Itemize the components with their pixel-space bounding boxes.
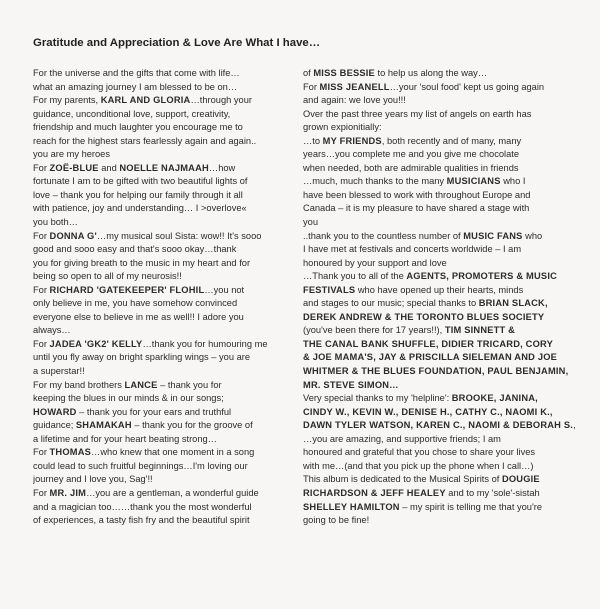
name-highlight: MR. JIM bbox=[49, 487, 87, 498]
text-segment: you both… bbox=[33, 217, 78, 228]
text-segment: I have met at festivals and concerts worldwide – I am bbox=[303, 244, 522, 255]
text-line bbox=[303, 324, 581, 338]
text-line bbox=[33, 257, 295, 271]
text-segment: – thank you for bbox=[157, 379, 222, 390]
text-line bbox=[303, 433, 581, 447]
text-segment: always… bbox=[33, 325, 71, 336]
text-segment: ..thank you to the countless number of bbox=[303, 230, 464, 241]
text-segment: honoured and grateful that you chose to share your lives bbox=[303, 447, 536, 458]
text-line bbox=[33, 460, 295, 474]
text-segment: could lead to such fruitful beginnings…I'm loving our bbox=[33, 460, 248, 471]
text-segment: a superstar!! bbox=[33, 366, 85, 377]
text-segment: – thank you for your ears and truthful bbox=[76, 406, 232, 417]
name-highlight: AGENTS, PROMOTERS & MUSIC bbox=[406, 271, 558, 282]
name-highlight: JADEA 'GK2' KELLY bbox=[49, 338, 143, 349]
name-highlight: & JOE MAMA'S, JAY & PRISCILLA SIELEMAN AND JOE bbox=[303, 352, 558, 363]
text-line bbox=[303, 311, 581, 325]
name-highlight: BRIAN SLACK, bbox=[478, 298, 548, 309]
text-segment: you are my heroes bbox=[33, 149, 110, 160]
text-line bbox=[33, 243, 295, 257]
name-highlight: FESTIVALS bbox=[303, 284, 356, 295]
name-highlight: DONNA G' bbox=[49, 230, 97, 241]
text-line bbox=[303, 487, 581, 501]
text-segment: For my parents, bbox=[33, 95, 101, 106]
text-line bbox=[303, 473, 581, 487]
text-line bbox=[303, 406, 581, 420]
text-segment: For bbox=[33, 447, 50, 458]
text-segment: years…you complete me and you give me chocolate bbox=[303, 149, 520, 160]
text-line bbox=[33, 338, 295, 352]
text-line bbox=[303, 135, 581, 149]
text-segment: friendship and much laughter you encourage me to bbox=[33, 122, 243, 133]
text-segment: – my spirit is telling me that you're bbox=[399, 501, 543, 512]
text-line bbox=[33, 230, 295, 244]
text-line bbox=[303, 501, 581, 515]
text-line bbox=[33, 311, 295, 325]
text-segment: For bbox=[33, 487, 50, 498]
text-segment: Very special thanks to my 'helpline': bbox=[303, 393, 452, 404]
text-line bbox=[33, 297, 295, 311]
text-line bbox=[33, 81, 295, 95]
text-line bbox=[303, 419, 581, 433]
name-highlight: TIM SINNETT & bbox=[444, 325, 516, 336]
text-line bbox=[303, 351, 581, 365]
text-segment: …your 'soul food' kept us going again bbox=[389, 81, 545, 92]
text-line bbox=[33, 148, 295, 162]
text-line bbox=[33, 379, 295, 393]
text-segment: …thank you for humouring me bbox=[142, 338, 268, 349]
text-line bbox=[33, 175, 295, 189]
text-segment: Canada – it is my pleasure to have shared a stage with bbox=[303, 203, 530, 214]
page-title: Gratitude and Appreciation & Love Are What I have… bbox=[33, 37, 321, 49]
text-line bbox=[33, 487, 295, 501]
text-segment: love – thank you for helping our family through it all bbox=[33, 189, 243, 200]
text-segment: and stages to our music; special thanks to bbox=[303, 298, 479, 309]
text-segment: and to my 'sole'-sistah bbox=[445, 487, 540, 498]
text-segment: For bbox=[303, 81, 320, 92]
text-segment: grown expionitially: bbox=[303, 122, 382, 133]
name-highlight: SHELLEY HAMILTON bbox=[303, 501, 400, 512]
text-line bbox=[33, 365, 295, 379]
text-line bbox=[33, 108, 295, 122]
text-line bbox=[33, 216, 295, 230]
text-line bbox=[33, 446, 295, 460]
text-segment: (you've been there for 17 years!!), bbox=[303, 325, 445, 336]
name-highlight: MY FRIENDS bbox=[322, 135, 382, 146]
name-highlight: MISS JEANELL bbox=[319, 81, 390, 92]
text-segment: Over the past three years my list of angels on earth has bbox=[303, 108, 532, 119]
text-segment: …who knew that one moment in a song bbox=[91, 447, 255, 458]
text-line bbox=[33, 94, 295, 108]
text-line bbox=[303, 243, 581, 257]
text-segment: For the universe and the gifts that come with life… bbox=[33, 68, 240, 78]
text-segment: journey and I love you, Sag'!! bbox=[33, 474, 153, 485]
text-line bbox=[33, 189, 295, 203]
text-segment: who I bbox=[500, 176, 526, 187]
text-segment: keeping the blues in our minds & in our songs; bbox=[33, 393, 224, 404]
text-segment: For bbox=[33, 230, 50, 241]
text-segment: , both recently and of many, many bbox=[381, 135, 522, 146]
text-line bbox=[303, 202, 581, 216]
name-highlight: RICHARD 'GATEKEEPER' FLOHIL bbox=[49, 284, 205, 295]
text-line bbox=[33, 473, 295, 487]
text-line bbox=[303, 216, 581, 230]
text-segment: reach for the highest stars fearlessly again and again.. bbox=[33, 135, 257, 146]
text-segment: For bbox=[33, 338, 50, 349]
text-segment: when needed, both are admirable qualities in friends bbox=[303, 162, 519, 173]
text-line bbox=[303, 108, 581, 122]
text-segment: who have opened up their hearts, minds bbox=[355, 284, 524, 295]
text-line bbox=[303, 446, 581, 460]
text-segment: have been blessed to work with throughout Europe and bbox=[303, 189, 531, 200]
text-line bbox=[303, 81, 581, 95]
text-line bbox=[303, 460, 581, 474]
text-segment: For bbox=[33, 284, 50, 295]
name-highlight: HOWARD bbox=[33, 406, 77, 417]
name-highlight: SHAMAKAH bbox=[75, 420, 132, 431]
name-highlight: THE CANAL BANK SHUFFLE, DIDIER TRICARD, CORY bbox=[303, 338, 554, 349]
text-segment: everyone else to believe in me as well!! I adore you bbox=[33, 311, 244, 322]
name-highlight: MUSICIANS bbox=[446, 176, 501, 187]
text-segment: …how bbox=[208, 162, 236, 173]
name-highlight: MR. STEVE SIMON… bbox=[303, 379, 399, 390]
text-segment: …through your bbox=[190, 95, 252, 106]
text-line bbox=[33, 419, 295, 433]
name-highlight: MUSIC FANS bbox=[463, 230, 523, 241]
text-line bbox=[33, 270, 295, 284]
text-segment: what an amazing journey I am blessed to be on… bbox=[33, 81, 238, 92]
text-line bbox=[33, 162, 295, 176]
text-segment: with patience, joy and understanding… I >overlove« bbox=[33, 203, 247, 214]
text-segment: you bbox=[303, 217, 318, 228]
text-segment: – thank you for the groove of bbox=[131, 420, 253, 431]
text-segment: good and sooo easy and that's sooo okay…thank bbox=[33, 244, 237, 255]
text-line bbox=[33, 392, 295, 406]
name-highlight: ZOË-BLUE bbox=[49, 162, 99, 173]
text-line bbox=[303, 175, 581, 189]
right-column bbox=[303, 67, 581, 528]
text-segment: …my musical soul Sista: wow!! It's sooo bbox=[96, 230, 262, 241]
text-line bbox=[303, 379, 581, 393]
text-line bbox=[33, 324, 295, 338]
text-segment: going to be fine! bbox=[303, 515, 370, 526]
text-segment: of bbox=[303, 68, 314, 78]
name-highlight: LANCE bbox=[124, 379, 158, 390]
text-segment: who bbox=[522, 230, 543, 241]
text-segment: …Thank you to all of the bbox=[303, 271, 407, 282]
text-line bbox=[303, 514, 581, 528]
text-line bbox=[33, 433, 295, 447]
text-segment: of experiences, a tasty fish fry and the beautiful spirit bbox=[33, 515, 250, 526]
text-line bbox=[33, 284, 295, 298]
text-line bbox=[303, 338, 581, 352]
text-line bbox=[303, 67, 581, 81]
text-line bbox=[33, 406, 295, 420]
text-segment: …much, much thanks to the many bbox=[303, 176, 447, 187]
name-highlight: DAWN TYLER WATSON, KAREN C., NAOMI & DEBORAH S. bbox=[303, 420, 574, 431]
text-line bbox=[303, 189, 581, 203]
text-segment: with me…(and that you pick up the phone when I call…) bbox=[303, 460, 534, 471]
text-line bbox=[303, 121, 581, 135]
text-segment: until you fly away on bright sparkling wings – you are bbox=[33, 352, 251, 363]
text-segment: you for giving breath to the music in my heart and for bbox=[33, 257, 251, 268]
text-line bbox=[33, 202, 295, 216]
text-line bbox=[303, 297, 581, 311]
text-segment: being so open to all of my neurosis!! bbox=[33, 271, 182, 282]
text-line bbox=[303, 94, 581, 108]
text-segment: guidance; bbox=[33, 420, 76, 431]
text-line bbox=[303, 162, 581, 176]
left-column bbox=[33, 67, 295, 528]
text-segment: …to bbox=[303, 135, 323, 146]
text-segment: guidance, unconditional love, support, creativity, bbox=[33, 108, 231, 119]
name-highlight: RICHARDSON & JEFF HEALEY bbox=[303, 487, 446, 498]
text-line bbox=[303, 392, 581, 406]
text-segment: honoured by your support and love bbox=[303, 257, 447, 268]
text-segment: …you are amazing, and supportive friends; I am bbox=[303, 433, 501, 444]
text-segment: …you not bbox=[204, 284, 245, 295]
text-segment: For bbox=[33, 162, 50, 173]
text-line bbox=[33, 514, 295, 528]
text-line bbox=[303, 284, 581, 298]
text-line bbox=[33, 67, 295, 81]
text-line bbox=[303, 230, 581, 244]
name-highlight: KARL AND GLORIA bbox=[100, 95, 191, 106]
text-segment: only believe in me, you have somehow convinced bbox=[33, 298, 238, 309]
text-segment: This album is dedicated to the Musical Spirits of bbox=[303, 474, 502, 485]
text-line bbox=[303, 257, 581, 271]
text-line bbox=[303, 148, 581, 162]
text-segment: to help us along the way… bbox=[374, 68, 488, 78]
text-segment: and a magician too……thank you the most wonderful bbox=[33, 501, 252, 512]
text-line bbox=[303, 365, 581, 379]
name-highlight: CINDY W., KEVIN W., DENISE H., CATHY C., NAOMI K., bbox=[303, 406, 553, 417]
text-segment: …you are a gentleman, a wonderful guide bbox=[86, 487, 259, 498]
text-segment: , bbox=[573, 420, 576, 431]
name-highlight: NOELLE NAJMAAH bbox=[119, 162, 209, 173]
text-segment: For my band brothers bbox=[33, 379, 125, 390]
text-line bbox=[33, 135, 295, 149]
text-segment: and bbox=[98, 162, 120, 173]
text-line bbox=[303, 270, 581, 284]
name-highlight: MISS BESSIE bbox=[313, 68, 375, 78]
text-segment: a lifetime and for your heart beating strong… bbox=[33, 433, 217, 444]
name-highlight: DOUGIE bbox=[501, 474, 540, 485]
name-highlight: WHITMER & THE BLUES FOUNDATION, PAUL BENJAMIN, bbox=[303, 366, 569, 377]
text-line bbox=[33, 121, 295, 135]
text-segment: and again: we love you!!! bbox=[303, 95, 406, 106]
text-line bbox=[33, 351, 295, 365]
name-highlight: BROOKE, JANINA, bbox=[451, 393, 538, 404]
text-line bbox=[33, 501, 295, 515]
name-highlight: DEREK ANDREW & THE TORONTO BLUES SOCIETY bbox=[303, 311, 545, 322]
name-highlight: THOMAS bbox=[49, 447, 92, 458]
text-segment: fortunate I am to be gifted with two beautiful lights of bbox=[33, 176, 248, 187]
